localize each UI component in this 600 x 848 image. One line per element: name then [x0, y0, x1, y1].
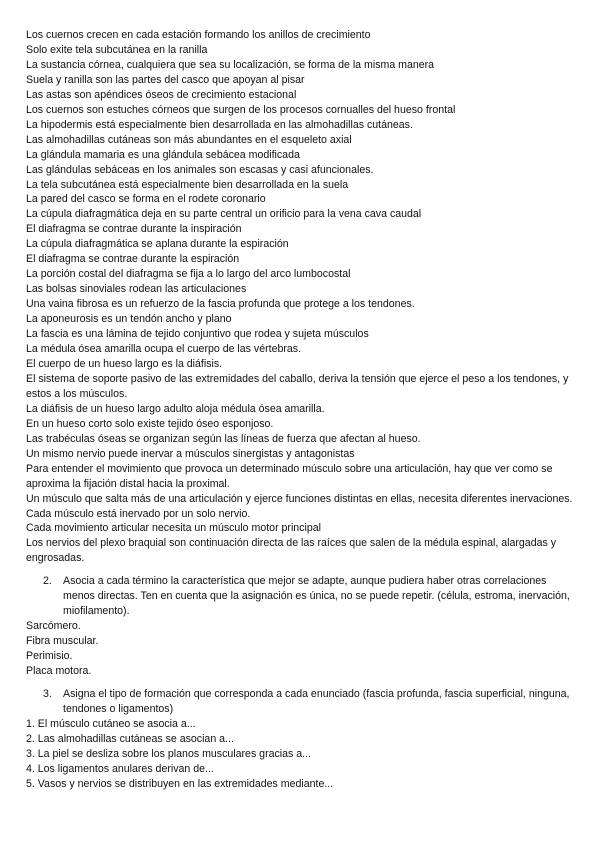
statement-line: Una vaina fibrosa es un refuerzo de la fascia profunda que protege a los tendones. — [26, 298, 415, 311]
statement-line: Un mismo nervio puede inervar a músculos sinergistas y antagonistas — [26, 447, 355, 460]
statement-line: La porción costal del diafragma se fija a lo largo del arco lumbocostal — [26, 268, 351, 281]
statement-line: La diáfisis de un hueso largo adulto aloja médula ósea amarilla. — [26, 402, 325, 415]
statement-line: La médula ósea amarilla ocupa el cuerpo de las vértebras. — [26, 343, 302, 356]
statement-line: Las glándulas sebáceas en los animales son escasas y casi afuncionales. — [26, 163, 374, 176]
statement-line: El sistema de soporte pasivo de las extremidades del caballo, deriva la tensión que ejerce el peso a los tendones, y estos a los músculos. — [26, 372, 569, 400]
statement-line: Los cuernos son estuches córneos que surgen de los procesos cornualles del hueso frontal — [26, 103, 456, 116]
statement-line: La fascia es una lámina de tejido conjuntivo que rodea y sujeta músculos — [26, 328, 369, 341]
list-item: 3. La piel se desliza sobre los planos musculares gracias a... — [26, 747, 312, 760]
statement-line: El diafragma se contrae durante la espiración — [26, 253, 240, 266]
statement-line: Cada movimiento articular necesita un músculo motor principal — [26, 522, 321, 535]
term-item: Placa motora. — [26, 665, 92, 678]
document-page — [26, 28, 574, 792]
question-number: 3. — [43, 687, 52, 700]
list-item: 5. Vasos y nervios se distribuyen en las extremidades mediante... — [26, 777, 334, 790]
statement-line: Las bolsas sinoviales rodean las articulaciones — [26, 283, 247, 296]
section-gap — [26, 566, 574, 574]
question-text: Asigna el tipo de formación que corresponda a cada enunciado (fascia profunda, fascia superficial, ninguna, tendones o ligamentos) — [63, 687, 570, 715]
statement-line: El diafragma se contrae durante la inspiración — [26, 223, 242, 236]
term-item: Perimisio. — [26, 650, 73, 663]
statement-line: La aponeurosis es un tendón ancho y plano — [26, 313, 232, 326]
list-item: 2. Las almohadillas cutáneas se asocian a... — [26, 732, 234, 745]
statement-line: El cuerpo de un hueso largo es la diáfisis. — [26, 357, 223, 370]
statement-line: Suela y ranilla son las partes del casco que apoyan al pisar — [26, 73, 305, 86]
statement-line: La hipodermis está especialmente bien desarrollada en las almohadillas cutáneas. — [26, 118, 413, 131]
statement-line: En un hueso corto solo existe tejido óseo esponjoso. — [26, 417, 274, 430]
question-number: 2. — [43, 575, 52, 588]
section-gap — [26, 679, 574, 687]
statement-line: Los nervios del plexo braquial son continuación directa de las raíces que salen de la médula espinal, alargadas y engrosadas. — [26, 537, 557, 565]
statement-line: La glándula mamaria es una glándula sebácea modificada — [26, 148, 300, 161]
statement-line: La sustancia córnea, cualquiera que sea su localización, se forma de la misma manera — [26, 58, 435, 71]
statement-line: Un músculo que salta más de una articulación y ejerce funciones distintas en ellas, necesita diferentes inervaciones. — [26, 492, 573, 505]
statement-line: Las astas son apéndices óseos de crecimiento estacional — [26, 88, 297, 101]
question-2 — [26, 574, 574, 619]
statement-line: Los cuernos crecen en cada estación formando los anillos de crecimiento — [26, 29, 371, 41]
statement-line: Cada músculo está inervado por un solo nervio. — [26, 507, 251, 520]
statement-line: La pared del casco se forma en el rodete coronario — [26, 193, 266, 206]
statement-line: Las trabéculas óseas se organizan según las líneas de fuerza que afectan al hueso. — [26, 432, 421, 445]
term-item: Sarcómero. — [26, 620, 81, 633]
statement-line: La cúpula diafragmática se aplana durante la espiración — [26, 238, 289, 251]
question-3 — [26, 687, 574, 717]
statement-line: Solo exite tela subcutánea en la ranilla — [26, 43, 208, 56]
question-2-terms — [26, 619, 574, 679]
question-3-items — [26, 717, 574, 792]
statement-line: La tela subcutánea está especialmente bien desarrollada en la suela — [26, 178, 349, 191]
statement-line: La cúpula diafragmática deja en su parte central un orificio para la vena cava caudal — [26, 208, 422, 221]
statement-line: Para entender el movimiento que provoca un determinado músculo sobre una articulación, hay que ver como se aproxima la fijación distal hacia la proximal. — [26, 462, 553, 490]
statements-list — [26, 28, 574, 566]
list-item: 4. Los ligamentos anulares derivan de... — [26, 762, 214, 775]
list-item: 1. El músculo cutáneo se asocia a... — [26, 717, 196, 730]
statement-line: Las almohadillas cutáneas son más abundantes en el esqueleto axial — [26, 133, 352, 146]
question-text: Asocia a cada término la característica que mejor se adapte, aunque pudiera haber otras correlaciones menos directas. Ten en cuenta que la asignación es única, no se puede repetir. (célula, estroma, inervación, miofilamento). — [63, 575, 570, 618]
term-item: Fibra muscular. — [26, 635, 99, 648]
